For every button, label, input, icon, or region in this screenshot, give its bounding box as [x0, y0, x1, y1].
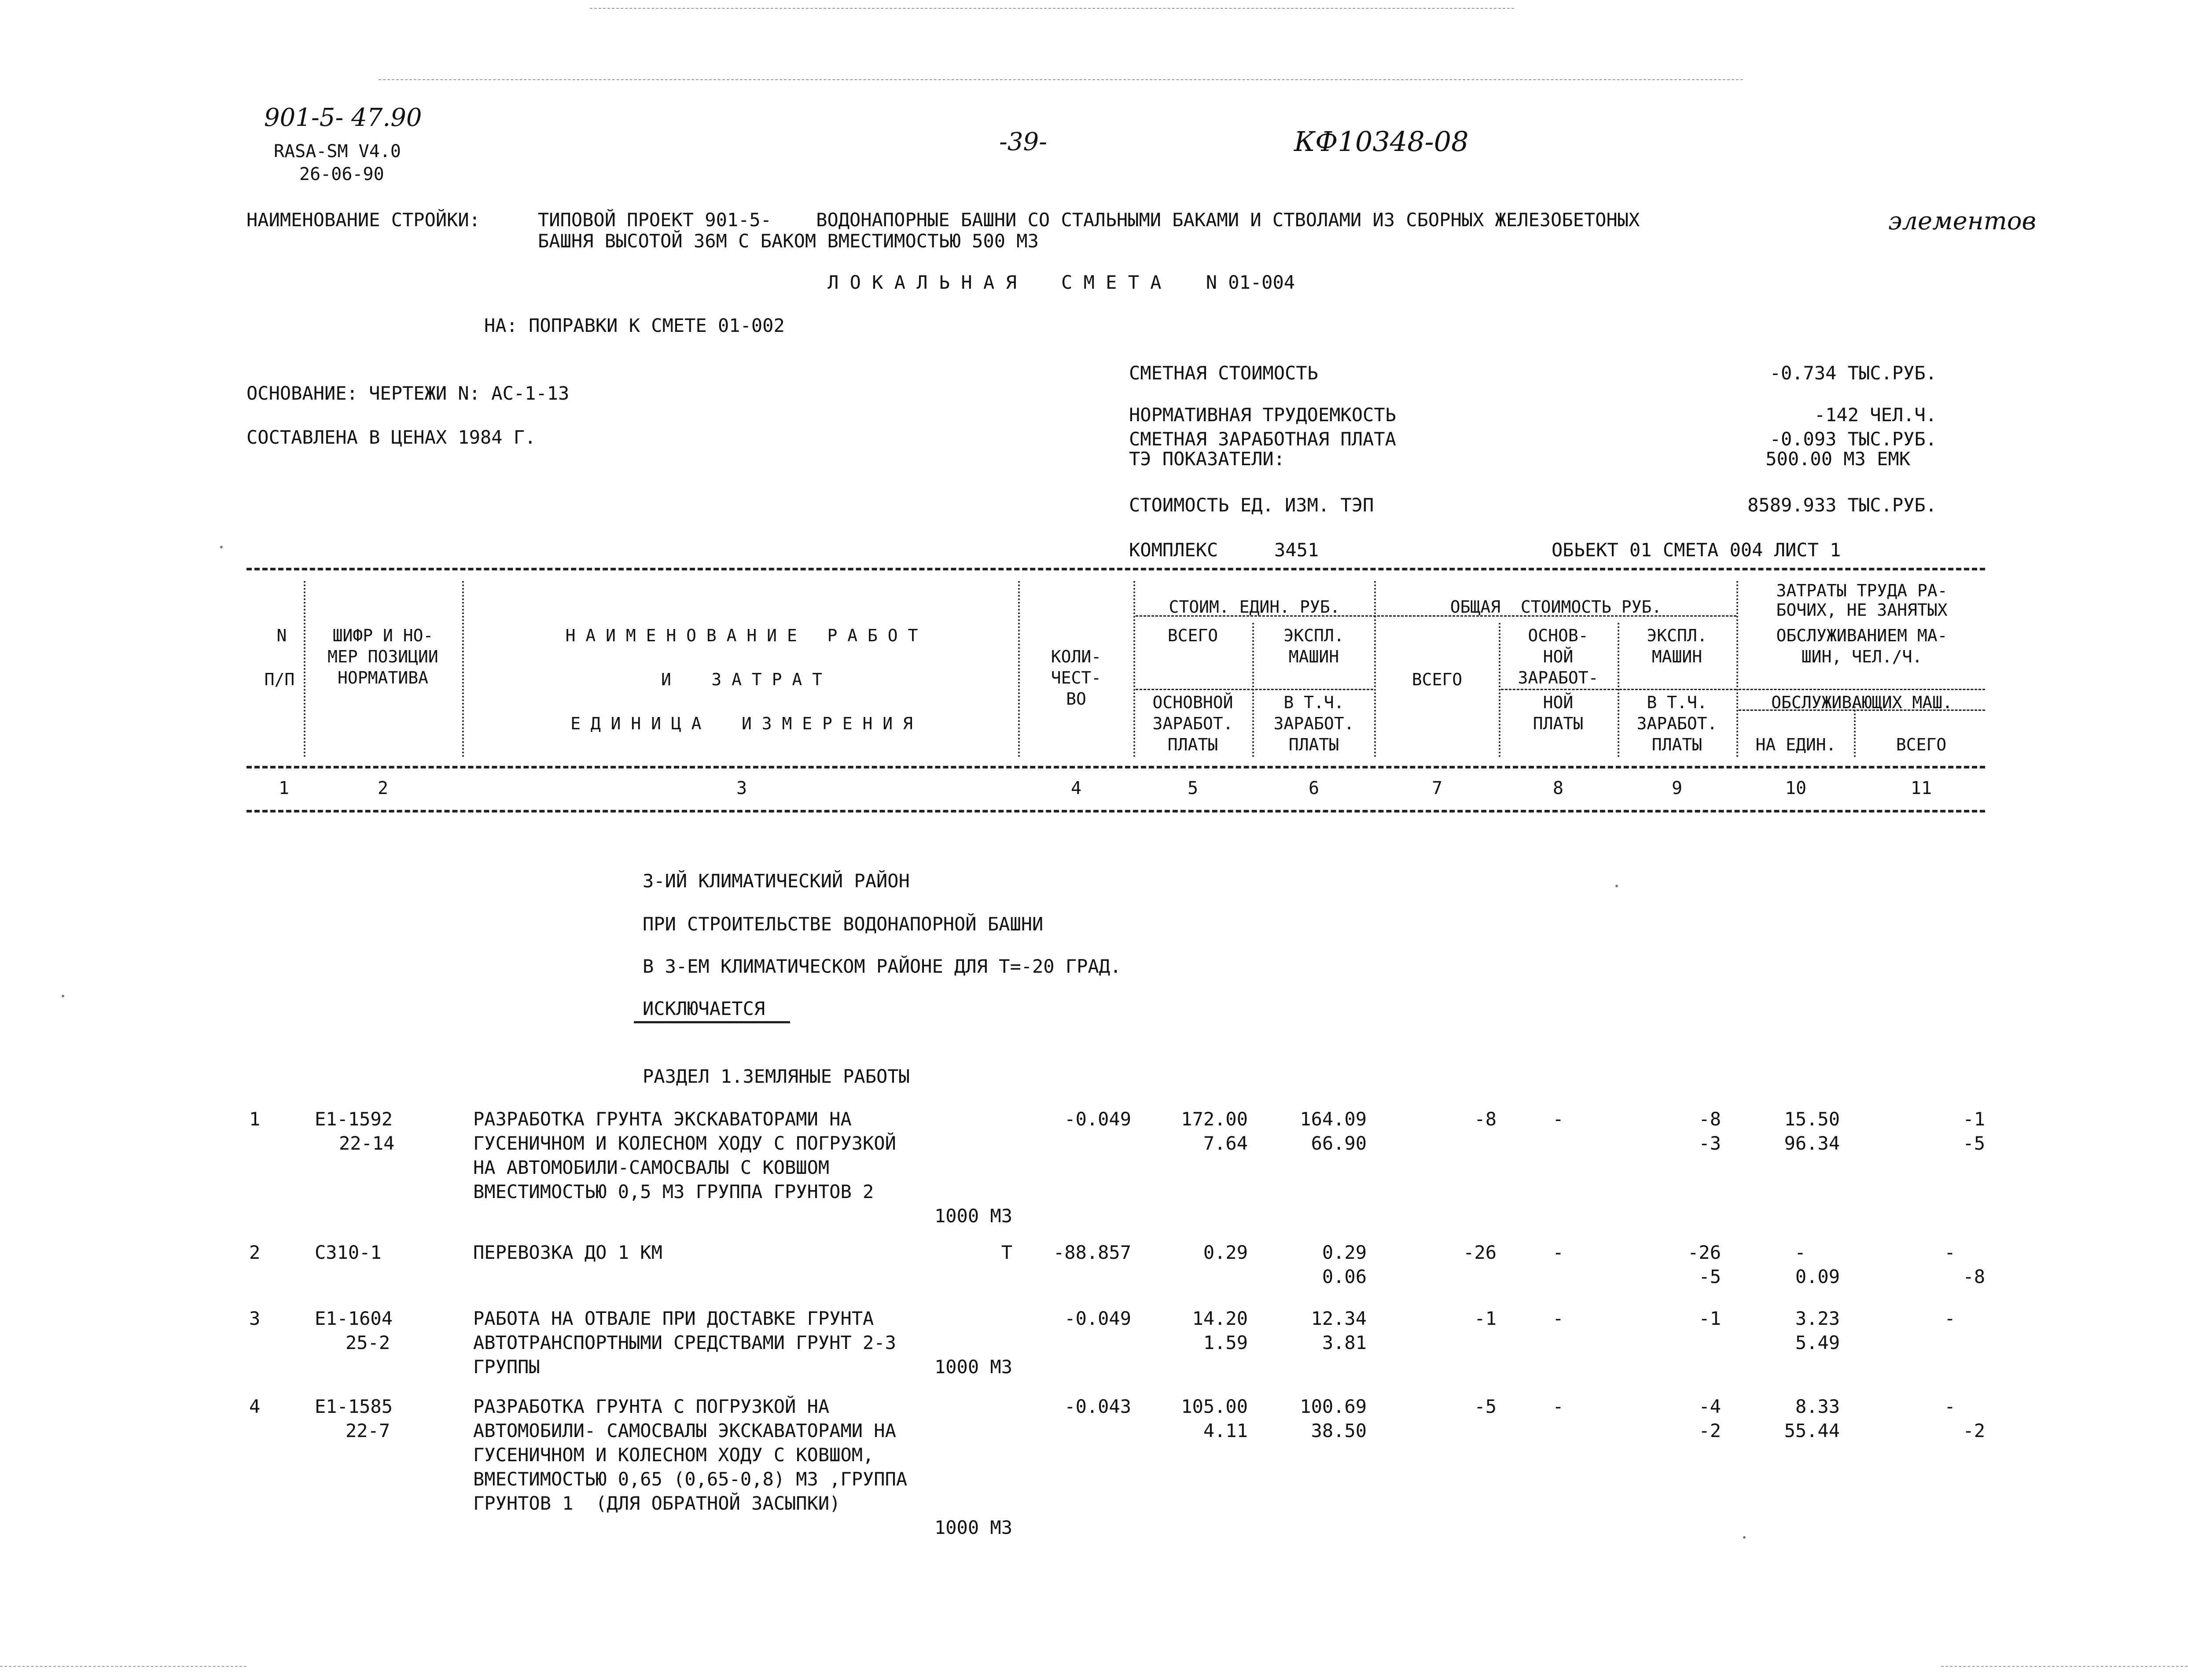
- col-separator: [1133, 581, 1135, 757]
- stamp-code: КФ10348-08: [1294, 125, 1469, 158]
- row-desc-line: ГУСЕНИЧНОМ И КОЛЕСНОМ ХОДУ С ПОГРУЗКОЙ: [473, 1132, 896, 1154]
- program-version: RASA-SM V4.0: [274, 141, 401, 162]
- note-line-3: В 3-ЕМ КЛИМАТИЧЕСКОМ РАЙОНЕ ДЛЯ Т=-20 ГРАД.: [643, 956, 1122, 977]
- row-basic-wage: -: [1552, 1242, 1564, 1263]
- header-labor-line3: ОБСЛУЖИВАНИЕМ МА-: [1776, 626, 1948, 645]
- row-basic-wage: -: [1552, 1308, 1564, 1329]
- scan-speck: [62, 995, 64, 997]
- header-col6-line1: ЭКСПЛ.: [1283, 626, 1344, 645]
- header-col7: ВСЕГО: [1412, 670, 1463, 689]
- summary-labor-label: НОРМАТИВНАЯ ТРУДОЕМКОСТЬ: [1129, 404, 1396, 426]
- row-unit-cost-machine-wage: 38.50: [1311, 1420, 1367, 1441]
- row-total: -26: [1463, 1242, 1497, 1263]
- table-numbers-bottom-rule: [246, 810, 1985, 812]
- summary-te-value: 500.00 М3 ЕМК: [1765, 448, 1910, 470]
- summary-wage-label: СМЕТНАЯ ЗАРАБОТНАЯ ПЛАТА: [1129, 428, 1396, 450]
- note-line-2: ПРИ СТРОИТЕЛЬСТВЕ ВОДОНАПОРНОЙ БАШНИ: [643, 913, 1044, 935]
- col-number-5: 5: [1187, 778, 1199, 798]
- row-unit-cost-machine-wage: 3.81: [1322, 1332, 1367, 1353]
- row-desc-line: ГРУППЫ: [473, 1356, 540, 1378]
- header-col8-line5: ПЛАТЫ: [1533, 714, 1584, 733]
- row-desc-line: ГРУНТОВ 1 (ДЛЯ ОБРАТНОЙ ЗАСЫПКИ): [473, 1493, 841, 1514]
- header-col6-line3: В Т.Ч.: [1283, 693, 1344, 712]
- col-number-4: 4: [1070, 778, 1082, 798]
- table-header-bottom-rule: [246, 766, 1985, 768]
- summary-labor-value: -142 ЧЕЛ.Ч.: [1814, 404, 1937, 426]
- row-machines-wage: -5: [1699, 1266, 1721, 1287]
- header-col6-line4: ЗАРАБОТ.: [1273, 714, 1354, 733]
- row-machines-wage: -3: [1699, 1132, 1721, 1154]
- scan-speck: [1743, 1536, 1746, 1539]
- header-col10: НА ЕДИН.: [1755, 735, 1836, 754]
- col-separator: [1736, 581, 1738, 757]
- col-number-1: 1: [278, 778, 290, 798]
- row-machines: -1: [1699, 1308, 1721, 1329]
- top-scan-line-2: [379, 79, 1743, 80]
- summary-cost-value: -0.734 ТЫС.РУБ.: [1769, 362, 1937, 384]
- header-labor-line2: БОЧИХ, НЕ ЗАНЯТЫХ: [1776, 600, 1948, 620]
- page-number: -39-: [999, 128, 1048, 156]
- col-number-7: 7: [1431, 778, 1443, 798]
- row-labor-unit-2: 5.49: [1795, 1332, 1840, 1353]
- row-unit-cost-wage: 4.11: [1203, 1420, 1248, 1441]
- col-number-11: 11: [1910, 778, 1932, 798]
- header-col5-line3: ЗАРАБОТ.: [1152, 714, 1233, 733]
- row-labor-unit: 3.23: [1795, 1308, 1840, 1329]
- header-col8-line1: ОСНОВ-: [1528, 626, 1589, 645]
- header-col1-line2: П/П: [264, 670, 295, 689]
- print-date: 26-06-90: [299, 164, 384, 184]
- row-unit-cost-total: 0.29: [1203, 1242, 1248, 1263]
- row-unit-cost-total: 105.00: [1181, 1396, 1248, 1417]
- note-line-4: ИСКЛЮЧАЕТСЯ: [643, 998, 765, 1019]
- group-rule: [1739, 689, 1985, 690]
- header-col9-line2: МАШИН: [1651, 647, 1703, 666]
- header-col5-line1: ВСЕГО: [1167, 626, 1218, 645]
- row-unit-cost-machines: 164.09: [1300, 1108, 1367, 1130]
- row-labor-unit-2: 55.44: [1784, 1420, 1840, 1441]
- row-total: -8: [1474, 1108, 1497, 1130]
- row-unit: 1000 М3: [934, 1205, 1012, 1227]
- col-separator: [462, 581, 464, 757]
- row-unit-cost-wage: 1.59: [1203, 1332, 1248, 1353]
- row-desc-line: НА АВТОМОБИЛИ-САМОСВАЛЫ С КОВШОМ: [473, 1157, 830, 1178]
- row-code-sub: 25-2: [346, 1332, 390, 1353]
- summary-wage-value: -0.093 ТЫС.РУБ.: [1769, 428, 1937, 450]
- col-number-6: 6: [1308, 778, 1320, 798]
- row-labor-total: -: [1944, 1308, 1956, 1329]
- summary-cost-label: СМЕТНАЯ СТОИМОСТЬ: [1129, 362, 1318, 384]
- header-col6-line2: МАШИН: [1288, 647, 1339, 666]
- row-labor-unit: 15.50: [1784, 1108, 1840, 1130]
- row-unit: 1000 М3: [934, 1517, 1012, 1538]
- header-labor-line1: ЗАТРАТЫ ТРУДА РА-: [1776, 581, 1948, 600]
- header-unit-cost-group: СТОИМ. ЕДИН. РУБ.: [1169, 597, 1340, 617]
- row-unit-cost-total: 14.20: [1192, 1308, 1248, 1329]
- row-machines: -8: [1699, 1108, 1721, 1130]
- row-quantity: -0.049: [1064, 1308, 1131, 1329]
- bottom-scan-line-right: [1941, 1666, 2188, 1667]
- row-machines-wage: -2: [1699, 1420, 1721, 1441]
- row-basic-wage: -: [1552, 1108, 1564, 1130]
- row-number: 1: [249, 1108, 261, 1130]
- header-col4-line2: ЧЕСТ-: [1051, 668, 1102, 687]
- header-col2-line3: НОРМАТИВА: [338, 668, 428, 687]
- summary-te-label: ТЭ ПОКАЗАТЕЛИ:: [1129, 448, 1285, 470]
- row-unit-cost-machine-wage: 0.06: [1322, 1266, 1367, 1287]
- row-code: Е1-1604: [315, 1308, 393, 1329]
- row-desc-line: РАБОТА НА ОТВАЛЕ ПРИ ДОСТАВКЕ ГРУНТА: [473, 1308, 874, 1329]
- header-col5-line4: ПЛАТЫ: [1167, 735, 1218, 754]
- row-unit-cost-machines: 0.29: [1322, 1242, 1367, 1263]
- header-col4-line3: ВО: [1066, 689, 1086, 709]
- project-line-1: ТИПОВОЙ ПРОЕКТ 901-5- ВОДОНАПОРНЫЕ БАШНИ СО СТАЛЬНЫМИ БАКАМИ И СТВОЛАМИ ИЗ СБОРНЫХ ЖЕЛЕЗОБЕТОНЫХ: [538, 209, 1640, 231]
- row-labor-total-2: -8: [1963, 1266, 1985, 1287]
- project-handwritten-addition: элементов: [1888, 207, 2037, 235]
- row-desc-line: АВТОМОБИЛИ- САМОСВАЛЫ ЭКСКАВАТОРАМИ НА: [473, 1420, 896, 1441]
- row-basic-wage: -: [1552, 1396, 1564, 1417]
- header-col5-line2: ОСНОВНОЙ: [1152, 693, 1233, 712]
- row-labor-unit: 8.33: [1795, 1396, 1840, 1417]
- project-line-2: БАШНЯ ВЫСОТОЙ 36М С БАКОМ ВМЕСТИМОСТЬЮ 500 М3: [538, 230, 1039, 252]
- group-rule: [1501, 689, 1736, 690]
- note-underline: [634, 1021, 790, 1023]
- col-number-9: 9: [1671, 778, 1683, 798]
- row-desc-line: ГУСЕНИЧНОМ И КОЛЕСНОМ ХОДУ С КОВШОМ,: [473, 1444, 874, 1466]
- col-number-3: 3: [736, 778, 747, 798]
- row-number: 2: [249, 1242, 261, 1263]
- row-labor-total-2: -5: [1963, 1132, 1985, 1154]
- col-separator: [1854, 706, 1856, 757]
- row-code: С310-1: [315, 1242, 382, 1263]
- row-quantity: -88.857: [1053, 1242, 1131, 1263]
- col-separator: [1018, 581, 1020, 757]
- top-scan-line: [590, 8, 1514, 9]
- row-desc-line: АВТОТРАНСПОРТНЫМИ СРЕДСТВАМИ ГРУНТ 2-3: [473, 1332, 896, 1353]
- row-desc-line: ПЕРЕВОЗКА ДО 1 КМ: [473, 1242, 662, 1263]
- row-quantity: -0.043: [1064, 1396, 1131, 1417]
- header-labor-line5: ОБСЛУЖИВАЮЩИХ МАШ.: [1771, 693, 1953, 712]
- row-quantity: -0.049: [1064, 1108, 1131, 1130]
- header-col1-line1: N: [276, 626, 287, 645]
- summary-unit-cost-label: СТОИМОСТЬ ЕД. ИЗМ. ТЭП: [1129, 494, 1374, 516]
- scan-speck: [1615, 885, 1618, 887]
- row-machines: -4: [1699, 1396, 1721, 1417]
- row-desc-line: РАЗРАБОТКА ГРУНТА ЭКСКАВАТОРАМИ НА: [473, 1108, 852, 1130]
- group-rule: [1136, 689, 1373, 690]
- row-unit-cost-machine-wage: 66.90: [1311, 1132, 1367, 1154]
- subject-line: НА: ПОПРАВКИ К СМЕТЕ 01-002: [484, 315, 785, 336]
- row-labor-unit-2: 96.34: [1784, 1132, 1840, 1154]
- header-col3-line1: Н А И М Е Н О В А Н И Е Р А Б О Т: [565, 626, 918, 645]
- header-col9-line5: ПЛАТЫ: [1651, 735, 1703, 754]
- col-number-8: 8: [1552, 778, 1564, 798]
- scan-speck: [220, 546, 223, 548]
- row-total: -1: [1474, 1308, 1497, 1329]
- col-separator: [1374, 581, 1376, 757]
- row-total: -5: [1474, 1396, 1497, 1417]
- row-labor-total-2: -2: [1963, 1420, 1985, 1441]
- col-number-2: 2: [377, 778, 389, 798]
- row-number: 4: [249, 1396, 261, 1417]
- row-machines: -26: [1688, 1242, 1721, 1263]
- header-labor-line4: ШИН, ЧЕЛ./Ч.: [1801, 647, 1923, 666]
- handwritten-code: 901-5- 47.90: [264, 103, 422, 132]
- row-code: Е1-1592: [315, 1108, 393, 1130]
- row-labor-unit-2: 0.09: [1795, 1266, 1840, 1287]
- summary-unit-cost-value: 8589.933 ТЫС.РУБ.: [1747, 494, 1937, 516]
- header-col2-line1: ШИФР И НО-: [332, 626, 434, 645]
- header-col4-line1: КОЛИ-: [1051, 647, 1102, 666]
- basis-line: ОСНОВАНИЕ: ЧЕРТЕЖИ N: АС-1-13: [246, 382, 570, 404]
- header-col9-line1: ЭКСПЛ.: [1647, 626, 1707, 645]
- note-line-1: 3-ИЙ КЛИМАТИЧЕСКИЙ РАЙОН: [643, 870, 910, 892]
- row-labor-total: -: [1944, 1396, 1956, 1417]
- row-desc-line: ВМЕСТИМОСТЬЮ 0,5 М3 ГРУППА ГРУНТОВ 2: [473, 1181, 874, 1202]
- row-desc-line: РАЗРАБОТКА ГРУНТА С ПОГРУЗКОЙ НА: [473, 1396, 830, 1417]
- header-col8-line4: НОЙ: [1543, 693, 1574, 712]
- col-number-10: 10: [1785, 778, 1807, 798]
- row-labor-total: -1: [1963, 1108, 1985, 1130]
- header-col2-line2: МЕР ПОЗИЦИИ: [327, 647, 438, 666]
- header-col9-line4: ЗАРАБОТ.: [1636, 714, 1717, 733]
- row-unit: 1000 М3: [934, 1356, 1012, 1378]
- row-unit-cost-machines: 100.69: [1300, 1396, 1367, 1417]
- bottom-scan-line: [0, 1666, 246, 1667]
- header-col3-line3: Е Д И Н И Ц А И З М Е Р Е Н И Я: [570, 714, 913, 733]
- row-number: 3: [249, 1308, 261, 1329]
- prices-line: СОСТАВЛЕНА В ЦЕНАХ 1984 Г.: [246, 426, 536, 448]
- header-col3-line2: И З А Т Р А Т: [661, 670, 823, 689]
- document-title: Л О К А Л Ь Н А Я С М Е Т А N 01-004: [827, 272, 1295, 293]
- header-col8-line3: ЗАРАБОТ-: [1518, 668, 1599, 687]
- header-total-cost-group: ОБЩАЯ СТОИМОСТЬ РУБ.: [1450, 597, 1662, 617]
- row-desc-line: ВМЕСТИМОСТЬЮ 0,65 (0,65-0,8) М3 ,ГРУППА: [473, 1468, 908, 1490]
- summary-complex-label: КОМПЛЕКС: [1129, 539, 1218, 561]
- row-labor-total: -: [1944, 1242, 1956, 1263]
- header-col9-line3: В Т.Ч.: [1647, 693, 1707, 712]
- summary-complex-value: 3451: [1274, 539, 1319, 561]
- header-col8-line2: НОЙ: [1543, 647, 1574, 666]
- row-code: Е1-1585: [315, 1396, 393, 1417]
- row-code-sub: 22-7: [346, 1420, 390, 1441]
- row-unit-cost-machines: 12.34: [1311, 1308, 1367, 1329]
- col-separator: [1499, 623, 1500, 757]
- summary-object-line: ОБЬЕКТ 01 СМЕТА 004 ЛИСТ 1: [1552, 539, 1841, 561]
- row-code-sub: 22-14: [339, 1132, 395, 1154]
- row-labor-unit: -: [1795, 1242, 1806, 1263]
- project-label: НАИМЕНОВАНИЕ СТРОЙКИ:: [246, 209, 481, 231]
- col-separator: [304, 581, 305, 757]
- row-unit-cost-total: 172.00: [1181, 1108, 1248, 1130]
- row-unit-cost-wage: 7.64: [1203, 1132, 1248, 1154]
- table-top-rule: [246, 568, 1985, 570]
- header-col6-line5: ПЛАТЫ: [1288, 735, 1339, 754]
- section-title: РАЗДЕЛ 1.ЗЕМЛЯНЫЕ РАБОТЫ: [643, 1066, 910, 1087]
- header-col11: ВСЕГО: [1896, 735, 1947, 754]
- row-unit: Т: [1001, 1242, 1012, 1263]
